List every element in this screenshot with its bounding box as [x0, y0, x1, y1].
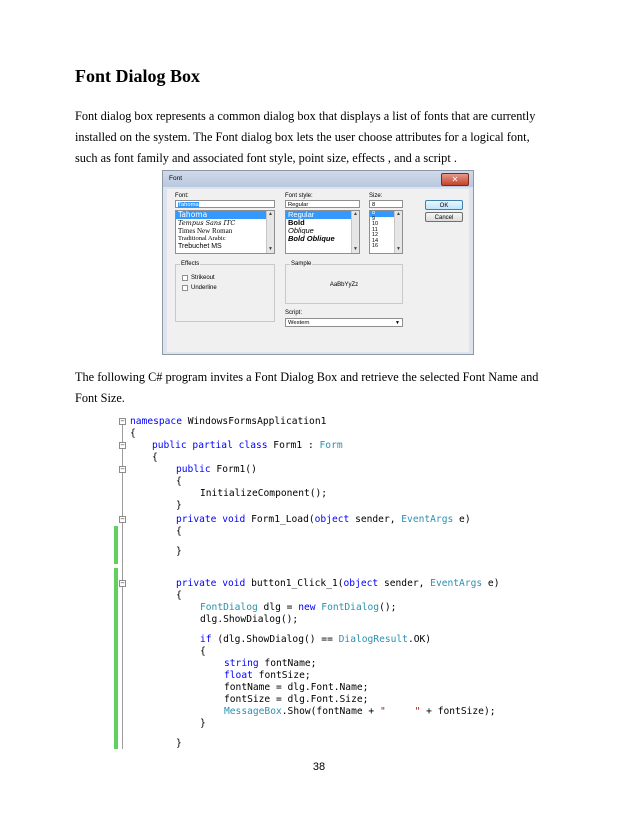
font-option-trebuchet[interactable]: Trebuchet MS: [178, 243, 222, 250]
font-option-tempus[interactable]: Tempus Sans ITC: [178, 219, 236, 227]
script-label: Script:: [285, 310, 303, 316]
font-dialog-screenshot: [162, 170, 474, 355]
chevron-down-icon: ▼: [395, 320, 400, 326]
collapse-icon[interactable]: −: [120, 441, 125, 449]
section-heading: Font Dialog Box: [75, 66, 201, 86]
scroll-up-icon: ▲: [396, 211, 401, 217]
size-option[interactable]: 14: [372, 237, 379, 244]
program-intro-paragraph: [75, 367, 563, 409]
dialog-titlebar: [163, 171, 473, 187]
font-name-value: Tahoma: [178, 202, 199, 208]
code-line: {: [176, 590, 182, 601]
code-line: }: [176, 546, 182, 557]
size-option[interactable]: 12: [372, 232, 379, 238]
font-list-scrollbar[interactable]: [266, 211, 274, 253]
intro-line-2: installed on the system. The Font dialog box lets the user choose attributes for a logical font,: [75, 130, 530, 144]
font-name-input[interactable]: [175, 200, 275, 208]
script-select[interactable]: [285, 318, 403, 327]
intro-paragraph: [75, 106, 563, 169]
size-label: Size:: [369, 193, 383, 199]
font-style-list[interactable]: [285, 210, 360, 254]
code-line: {: [176, 476, 182, 487]
code-gutter: [114, 408, 128, 749]
code-line: if (dlg.ShowDialog() == DialogResult.OK): [200, 634, 432, 645]
font-label: Font:: [175, 193, 189, 199]
scroll-up-icon: ▲: [268, 211, 273, 217]
effects-label: Effects: [181, 261, 200, 267]
style-option-bold[interactable]: Bold: [288, 218, 305, 227]
code-line: InitializeComponent();: [200, 488, 328, 499]
code-screenshot: [114, 408, 521, 749]
code-line: }: [176, 738, 182, 749]
font-list[interactable]: [175, 210, 275, 254]
size-option[interactable]: 8: [370, 211, 402, 217]
scroll-down-icon: ▼: [396, 246, 401, 252]
change-bar: [114, 526, 118, 564]
size-list-scrollbar[interactable]: [394, 211, 402, 253]
style-list-scrollbar[interactable]: [351, 211, 359, 253]
style-option-bold-oblique[interactable]: Bold Oblique: [288, 234, 335, 243]
style-option-oblique[interactable]: Oblique: [288, 226, 314, 235]
dialog-body: [167, 189, 469, 352]
code-line: private void Form1_Load(object sender, EventArgs e): [176, 514, 471, 525]
code-line: {: [176, 526, 182, 537]
scroll-up-icon: ▲: [353, 211, 358, 217]
effects-group: [175, 261, 275, 322]
program-line-1: The following C# program invites a Font Dialog Box and retrieve the selected Font Name and: [75, 370, 539, 384]
style-option-regular[interactable]: Regular: [286, 211, 359, 219]
collapse-icon[interactable]: −: [120, 465, 125, 473]
size-option[interactable]: 9: [372, 215, 376, 222]
strikeout-label: Strikeout: [191, 275, 215, 281]
code-line: MessageBox.Show(fontName + " " + fontSize);: [224, 706, 496, 717]
size-list[interactable]: [369, 210, 403, 254]
collapse-icon[interactable]: −: [120, 417, 125, 425]
code-line: public Form1(): [176, 464, 257, 475]
code-line: public partial class Form1 : Form: [152, 440, 343, 451]
size-input[interactable]: 8: [369, 200, 403, 208]
intro-line-3: such as font family and associated font style, point size, effects , and a script .: [75, 151, 457, 165]
font-style-label: Font style:: [285, 193, 313, 199]
sample-group: [285, 261, 403, 304]
ok-button[interactable]: OK: [425, 200, 463, 210]
code-line: string fontName;: [224, 658, 317, 669]
underline-checkbox[interactable]: [182, 285, 188, 291]
sample-text: AaBbYyZz: [329, 282, 359, 288]
size-option[interactable]: 16: [372, 243, 379, 249]
scroll-down-icon: ▼: [353, 246, 358, 252]
intro-line-1: Font dialog box represents a common dialog box that displays a list of fonts that are currently: [75, 109, 536, 123]
size-option[interactable]: 11: [372, 226, 378, 233]
code-line: FontDialog dlg = new FontDialog();: [200, 602, 397, 613]
code-line: }: [176, 500, 182, 511]
code-line: private void button1_Click_1(object sender, EventArgs e): [176, 578, 500, 589]
code-line: fontName = dlg.Font.Name;: [224, 682, 369, 693]
script-value: Western: [288, 320, 310, 326]
program-line-2: Font Size.: [75, 391, 125, 405]
font-style-input[interactable]: Regular: [285, 200, 360, 208]
collapse-icon[interactable]: −: [120, 579, 125, 587]
code-line: float fontSize;: [224, 670, 311, 681]
underline-label: Underline: [191, 285, 217, 291]
font-option-times[interactable]: Times New Roman: [178, 227, 233, 235]
page-number: 38: [312, 761, 326, 773]
scroll-down-icon: ▼: [268, 246, 273, 252]
size-option[interactable]: 10: [372, 221, 379, 227]
font-option-tahoma[interactable]: Tahoma: [176, 211, 274, 219]
sample-label: Sample: [291, 261, 312, 267]
dialog-title: Font: [169, 175, 183, 182]
code-line: {: [130, 428, 136, 439]
code-line: {: [200, 646, 206, 657]
code-line: {: [152, 452, 158, 463]
code-line: namespace WindowsFormsApplication1: [130, 416, 327, 427]
code-line: dlg.ShowDialog();: [200, 614, 299, 625]
strikeout-checkbox[interactable]: [182, 275, 188, 281]
code-line: }: [200, 718, 206, 729]
collapse-icon[interactable]: −: [120, 515, 125, 523]
code-line: fontSize = dlg.Font.Size;: [224, 694, 369, 705]
cancel-button[interactable]: Cancel: [425, 212, 463, 222]
font-option-traditional-arabic[interactable]: Traditional Arabic: [178, 235, 226, 242]
close-x-icon[interactable]: ✕: [441, 173, 469, 186]
change-bar: [114, 568, 118, 749]
